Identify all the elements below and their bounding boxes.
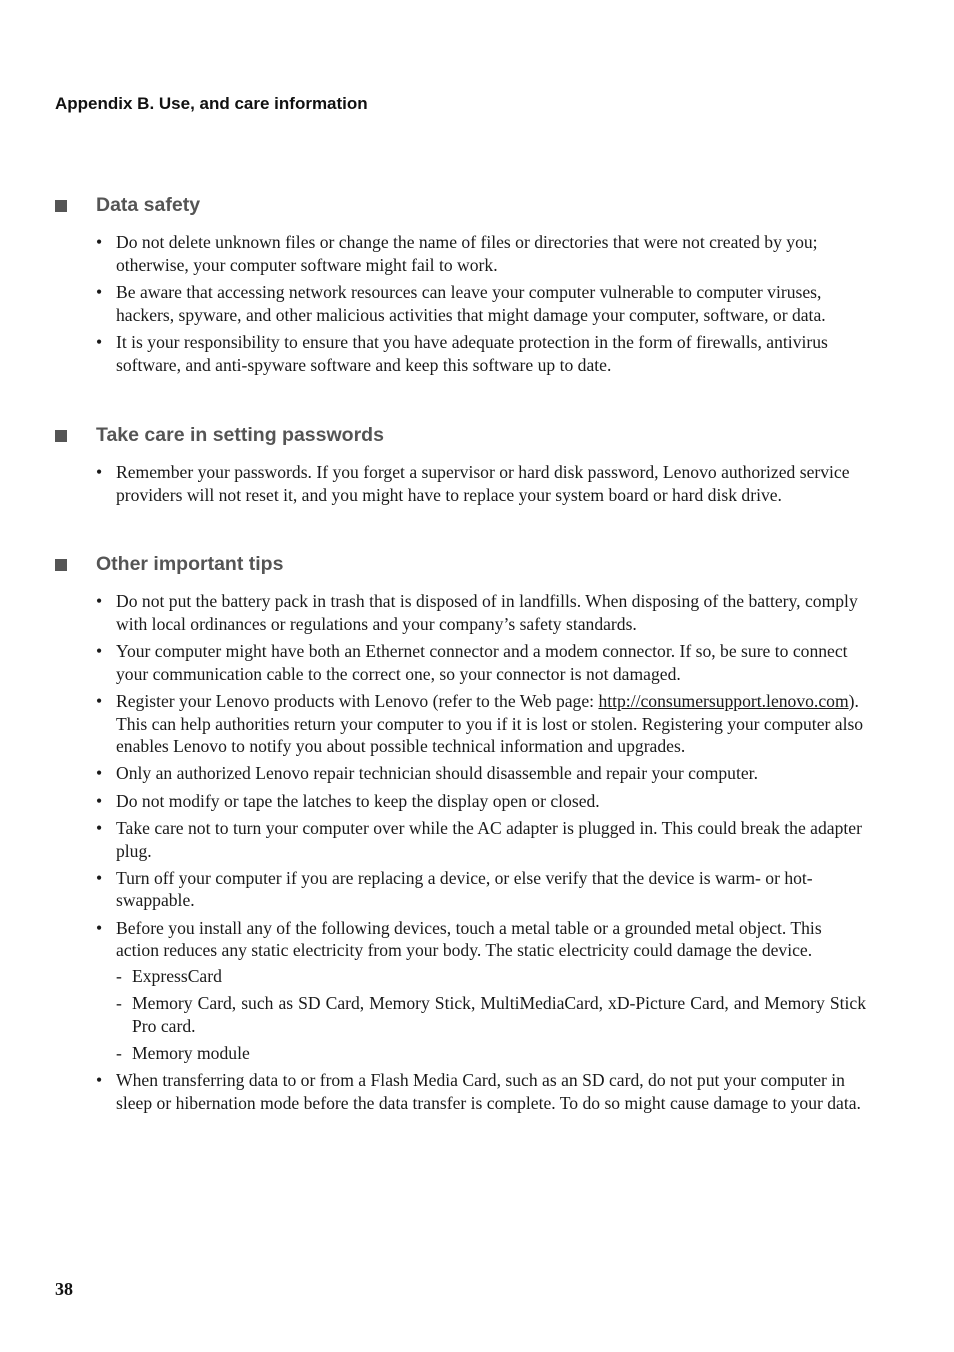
- data-safety-list: [96, 231, 866, 381]
- list-item: • Turn off your computer if you are replacing a device, or else verify that the device is warm- or hot-swappable.: [96, 867, 866, 912]
- list-item: • Remember your passwords. If you forget a supervisor or hard disk password, Lenovo authorized service providers will not reset it, and you might have to replace your system board or hard disk drive.: [96, 461, 866, 506]
- list-item: • Your computer might have both an Ethernet connector and a modem connector. If so, be sure to connect your communication cable to the correct one, so your connector is not damaged.: [96, 640, 866, 685]
- section-title: Data safety: [96, 194, 201, 216]
- list-item-devices: [96, 917, 866, 1065]
- section-heading-data-safety: [55, 194, 200, 217]
- list-item: • Do not modify or tape the latches to keep the display open or closed.: [96, 790, 866, 813]
- list-item: • It is your responsibility to ensure that you have adequate protection in the form of firewalls, antivirus software, and anti-spyware software and keep this software up to date.: [96, 331, 866, 376]
- square-bullet-icon: [55, 559, 67, 571]
- devices-intro: Before you install any of the following devices, touch a metal table or a grounded metal object. This action reduces any static electricity from your body. The static electricity could damage the device.: [116, 917, 822, 961]
- consumersupport-link[interactable]: http://consumersupport.lenovo.com: [598, 690, 849, 711]
- register-text-before: Register your Lenovo products with Lenovo (refer to the Web page:: [116, 690, 599, 711]
- list-item: • Do not put the battery pack in trash that is disposed of in landfills. When disposing of the battery, comply with local ordinances or regulations and your company’s safety standards.: [96, 590, 866, 635]
- list-item: • Be aware that accessing network resources can leave your computer vulnerable to computer viruses, hackers, spyware, and other malicious activities that might damage your computer, software, or data.: [96, 281, 866, 326]
- page-header: Appendix B. Use, and care information: [55, 94, 368, 113]
- register-text-after: ). This can help authorities return your computer to you if it is lost or stolen. Registering your computer also enables Lenovo to notify you about possible technical information and upgrades.: [116, 690, 864, 757]
- square-bullet-icon: [55, 430, 67, 442]
- section-title: Other important tips: [96, 553, 284, 575]
- sub-list-item: - Memory Card, such as SD Card, Memory Stick, MultiMediaCard, xD-Picture Card, and Memory Stick Pro card.: [116, 992, 866, 1037]
- square-bullet-icon: [55, 200, 67, 212]
- section-heading-other-tips: [55, 553, 283, 576]
- passwords-list: [96, 461, 866, 511]
- sub-list-item: - Memory module: [116, 1042, 866, 1065]
- list-item: • Take care not to turn your computer over while the AC adapter is plugged in. This could break the adapter plug.: [96, 817, 866, 862]
- section-title: Take care in setting passwords: [96, 424, 384, 446]
- list-item: • Do not delete unknown files or change the name of files or directories that were not created by you; otherwise, your computer software might fail to work.: [96, 231, 866, 276]
- other-tips-list: [96, 590, 866, 1119]
- sub-list-item: - ExpressCard: [116, 965, 866, 988]
- devices-sublist: [116, 965, 866, 1065]
- list-item-register: [96, 690, 866, 758]
- list-item: • When transferring data to or from a Flash Media Card, such as an SD card, do not put your computer in sleep or hibernation mode before the data transfer is complete. To do so might cause damage to your data.: [96, 1069, 866, 1114]
- list-item: • Only an authorized Lenovo repair technician should disassemble and repair your computer.: [96, 762, 866, 785]
- section-heading-passwords: [55, 424, 384, 447]
- page-number: 38: [55, 1279, 73, 1299]
